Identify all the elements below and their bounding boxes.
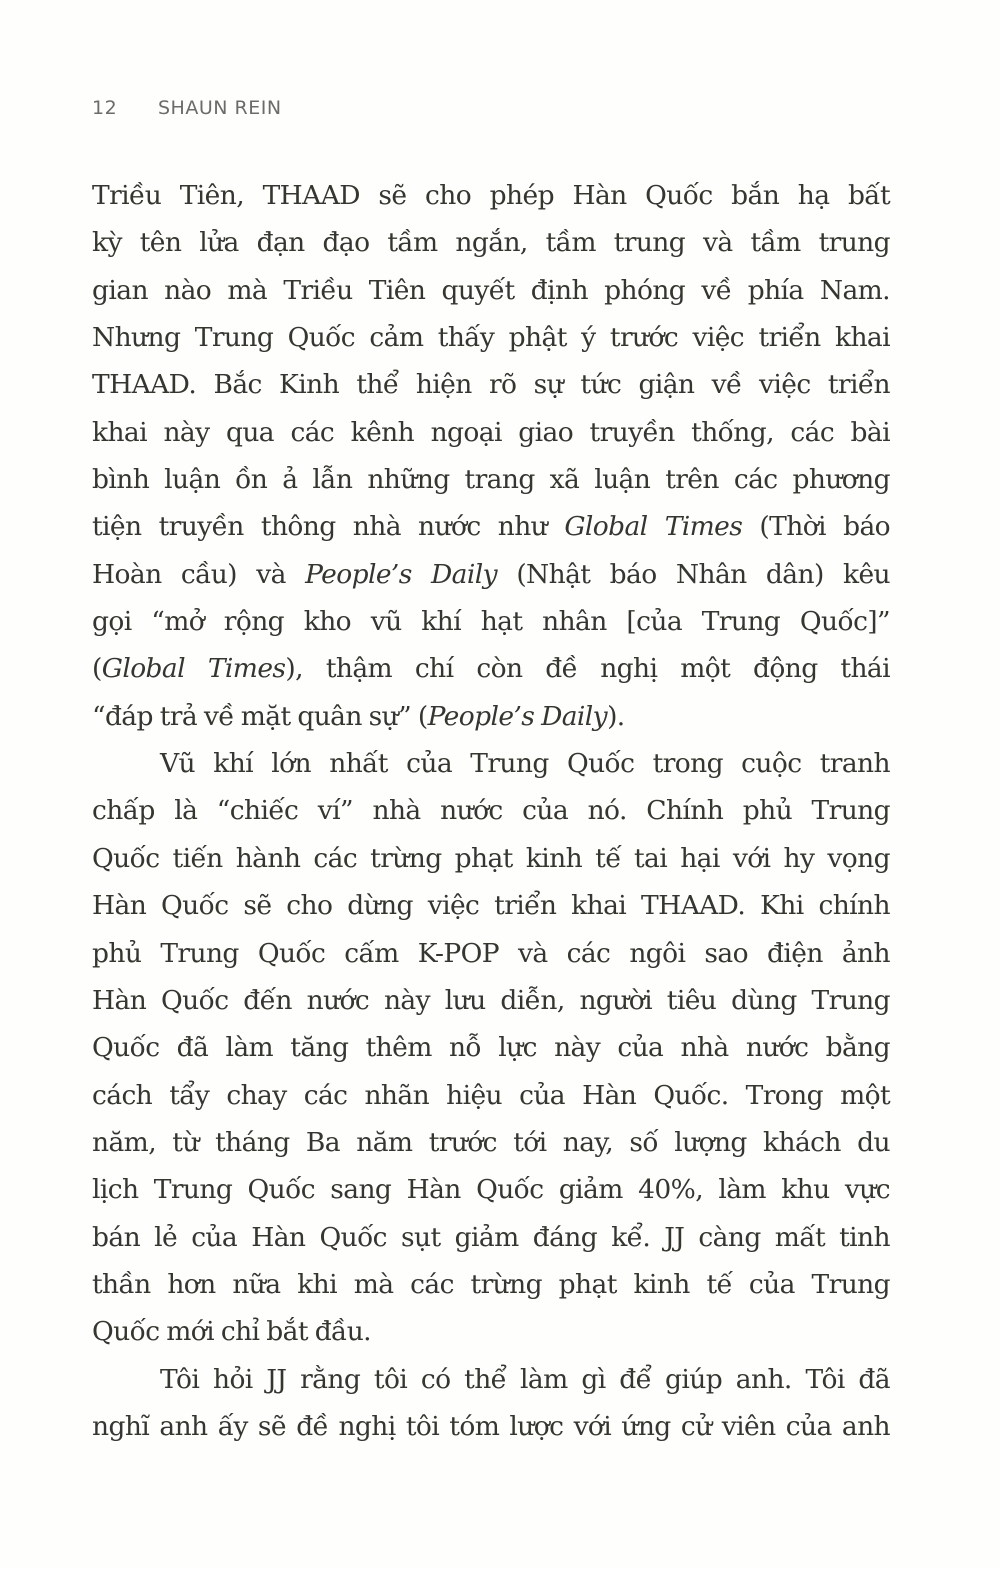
- text-run: cách tẩy chay các nhãn hiệu của Hàn Quốc. Trong một: [92, 1079, 890, 1111]
- text-line: [92, 172, 890, 219]
- text-run: năm, từ tháng Ba năm trước tới nay, số lượng khách du: [92, 1126, 890, 1158]
- text-run: gọi “mở rộng kho vũ khí hạt nhân [của Trung Quốc]”: [92, 606, 890, 638]
- text-run: Quốc đã làm tăng thêm nỗ lực này của nhà nước bằng: [92, 1032, 890, 1064]
- text-run: bán lẻ của Hàn Quốc sụt giảm đáng kể. JJ càng mất tinh: [92, 1221, 890, 1253]
- author-name: SHAUN REIN: [158, 97, 282, 119]
- text-run: Hàn Quốc sẽ cho dừng việc triển khai THAAD. Khi chính: [92, 890, 890, 922]
- text-run: (Nhật báo Nhân dân) kêu: [497, 558, 890, 590]
- text-run: lịch Trung Quốc sang Hàn Quốc giảm 40%, làm khu vực: [92, 1174, 890, 1206]
- text-run: Hoàn cầu) và: [92, 558, 306, 590]
- text-run: ).: [607, 700, 625, 732]
- text-run: tiện truyền thông nhà nước như: [92, 511, 565, 543]
- text-line: [92, 409, 890, 456]
- text-run: Tôi hỏi JJ rằng tôi có thể làm gì để giúp anh. Tôi đã: [160, 1363, 890, 1395]
- text-run: Triều Tiên, THAAD sẽ cho phép Hàn Quốc bắn hạ bất: [92, 180, 890, 211]
- text-line: [92, 740, 890, 787]
- page-number: 12: [92, 97, 118, 119]
- text-line: [92, 1072, 890, 1119]
- text-line: [92, 1308, 890, 1355]
- text-line: [92, 456, 890, 503]
- text-run: phủ Trung Quốc cấm K-POP và các ngôi sao điện ảnh: [92, 937, 890, 969]
- text-run: thần hơn nữa khi mà các trừng phạt kinh tế của Trung: [92, 1268, 890, 1300]
- italic-title: People’s Daily: [427, 700, 608, 732]
- paragraph: [92, 740, 890, 1355]
- text-run: Vũ khí lớn nhất của Trung Quốc trong cuộc tranh: [160, 748, 890, 780]
- italic-title: Global Times: [564, 511, 743, 543]
- italic-title: People’s Daily: [305, 558, 498, 590]
- text-line: [92, 1261, 890, 1308]
- text-line: [92, 267, 890, 314]
- text-run: bình luận ồn ả lẫn những trang xã luận trên các phương: [92, 464, 890, 496]
- text-line: [92, 1166, 890, 1213]
- text-line: [92, 219, 890, 266]
- text-line: [92, 882, 890, 929]
- text-run: Nhưng Trung Quốc cảm thấy phật ý trước việc triển khai: [92, 322, 890, 354]
- text-line: [92, 1119, 890, 1166]
- paragraph: [92, 172, 890, 740]
- text-line: [92, 645, 890, 692]
- text-line: [92, 1214, 890, 1261]
- text-run: gian nào mà Triều Tiên quyết định phóng về phía Nam.: [92, 274, 890, 306]
- text-line: [92, 835, 890, 882]
- text-line: [92, 361, 890, 408]
- text-run: “đáp trả về mặt quân sự” (: [92, 700, 428, 732]
- text-line: [92, 787, 890, 834]
- text-line: [92, 693, 890, 740]
- text-line: [92, 930, 890, 977]
- text-line: [92, 1024, 890, 1071]
- text-run: Quốc tiến hành các trừng phạt kinh tế tai hại với hy vọng: [92, 842, 890, 874]
- text-line: [92, 503, 890, 550]
- text-run: (Thời báo: [742, 511, 891, 543]
- text-run: nghĩ anh ấy sẽ đề nghị tôi tóm lược với ứng cử viên của anh: [92, 1410, 890, 1442]
- text-run: chấp là “chiếc ví” nhà nước của nó. Chính phủ Trung: [92, 795, 890, 827]
- text-run: kỳ tên lửa đạn đạo tầm ngắn, tầm trung và tầm trung: [92, 227, 890, 259]
- text-run: khai này qua các kênh ngoại giao truyền thống, các bài: [92, 416, 890, 448]
- text-run: (: [92, 653, 102, 685]
- body-text: [92, 172, 890, 1450]
- text-run: ), thậm chí còn đề nghị một động thái: [285, 653, 890, 685]
- text-line: [92, 551, 890, 598]
- text-run: THAAD. Bắc Kinh thể hiện rõ sự tức giận về việc triển: [92, 369, 890, 401]
- paragraph: [92, 1356, 890, 1451]
- italic-title: Global Times: [101, 653, 286, 685]
- text-line: [92, 1356, 890, 1403]
- text-line: [92, 598, 890, 645]
- text-line: [92, 977, 890, 1024]
- text-run: Quốc mới chỉ bắt đầu.: [92, 1316, 371, 1348]
- text-line: [92, 1403, 890, 1450]
- text-line: [92, 314, 890, 361]
- text-run: Hàn Quốc đến nước này lưu diễn, người tiêu dùng Trung: [92, 984, 890, 1016]
